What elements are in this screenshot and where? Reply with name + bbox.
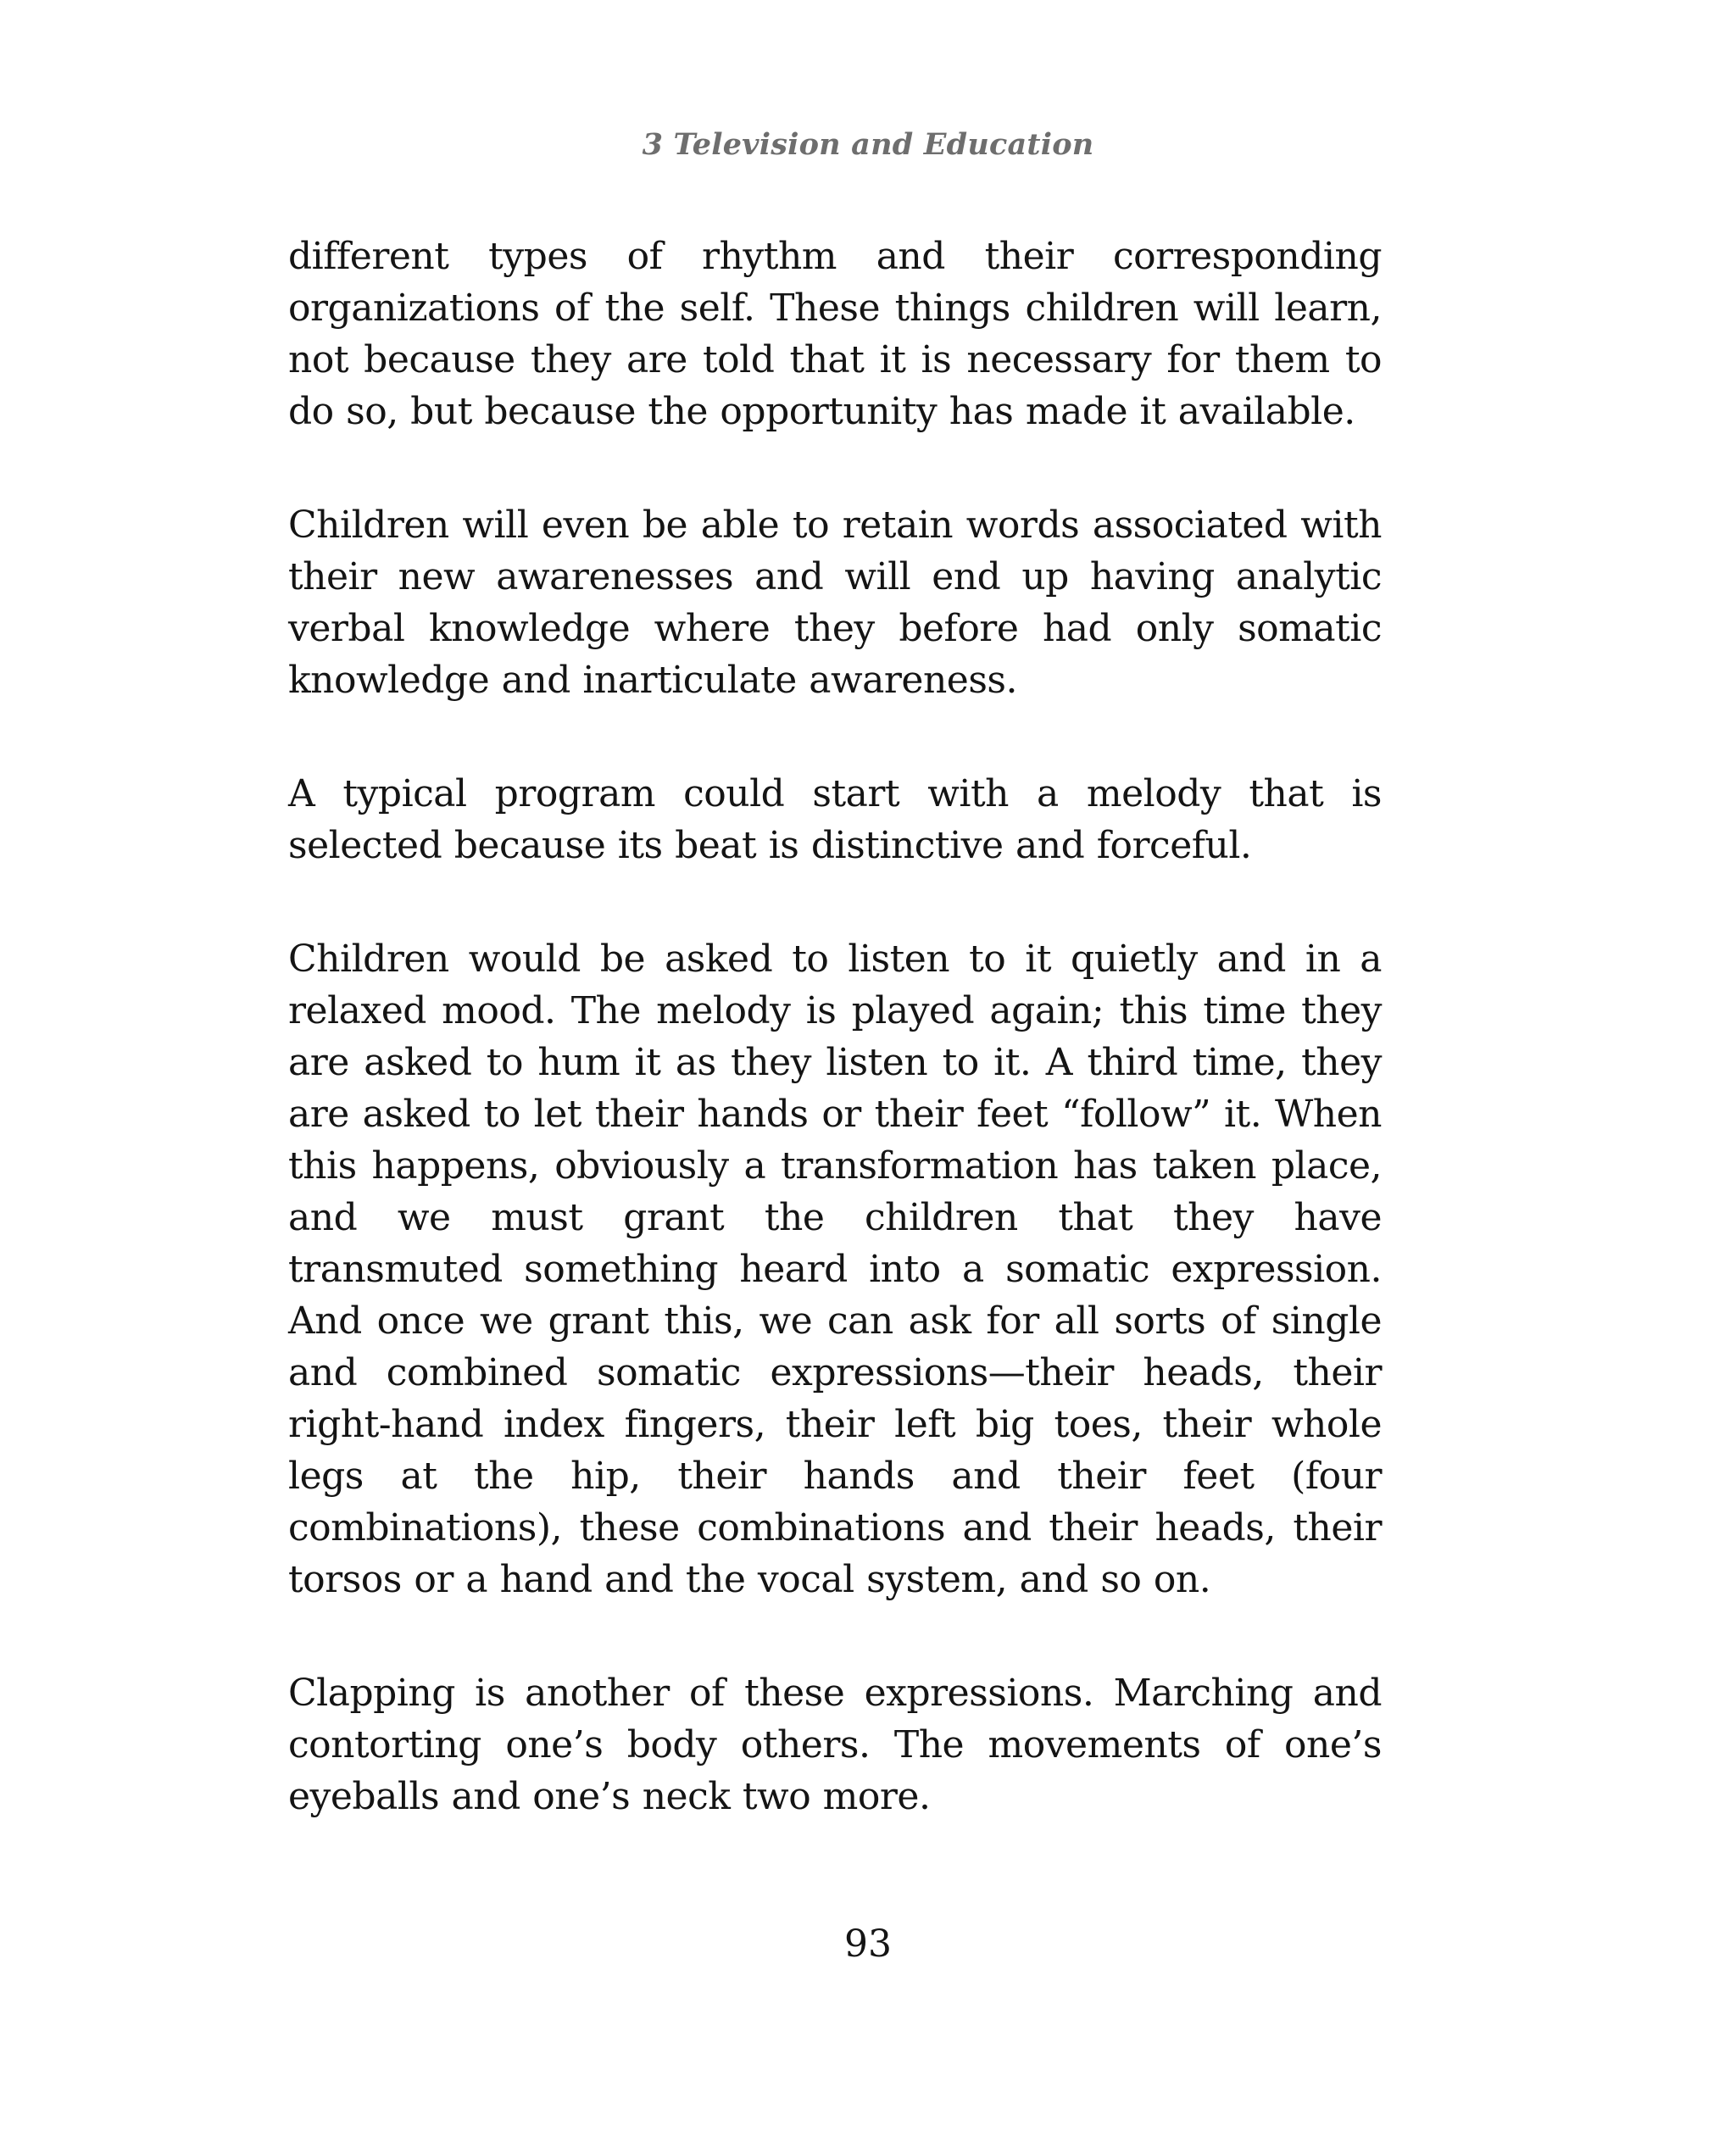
paragraph: Children will even be able to retain words associated with their new awarenesses and will end up having analytic verbal knowledge where they before had only somatic knowledge and inarticulate awareness. — [288, 504, 1382, 702]
paragraph: A typical program could start with a melody that is selected because its beat is distinctive and forceful. — [288, 772, 1382, 867]
paragraph: Children would be asked to listen to it quietly and in a relaxed mood. The melody is played again; this time they are asked to hum it as they listen to it. A third time, they are asked to let their hands or their feet “follow” it. When this happens, obviously a transformation has taken place, and we must grant the children that they have transmuted something heard into a somatic expression. And once we grant this, we can ask for all sorts of single and combined somatic expressions—their heads, their right-hand index fingers, their left big toes, their whole legs at the hip, their hands and their feet (four combinations), these combinations and their heads, their torsos or a hand and the vocal system, and so on. — [288, 937, 1382, 1601]
page-number: 93 — [844, 1922, 892, 1966]
body-text — [288, 231, 1382, 1884]
paragraph: different types of rhythm and their corresponding organizations of the self. These things children will learn, not because they are told that it is necessary for them to do so, but because the opportunity has made it available. — [288, 235, 1382, 433]
running-head: 3 Television and Education — [642, 127, 1094, 162]
paragraph: Clapping is another of these expressions. Marching and contorting one’s body others. The movements of one’s eyeballs and one’s neck two more. — [288, 1672, 1382, 1818]
